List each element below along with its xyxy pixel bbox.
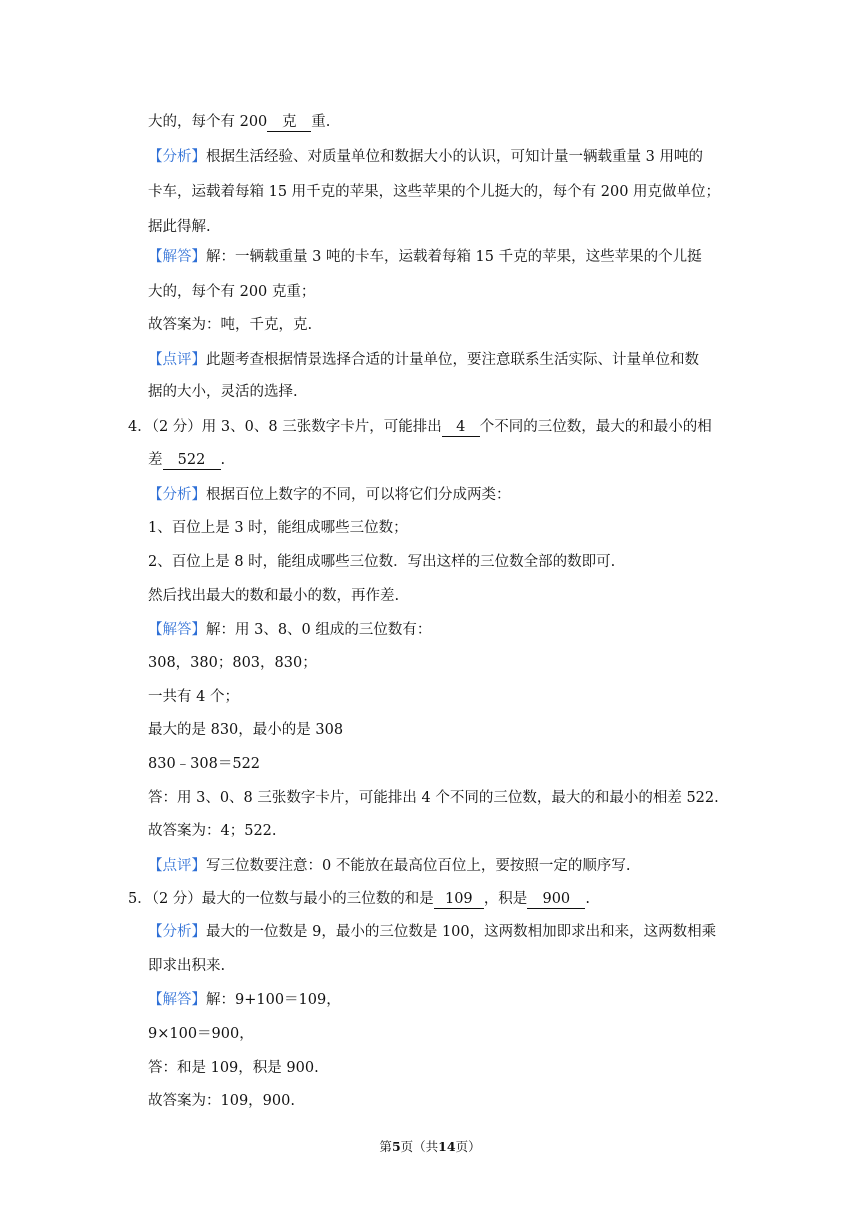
q4-analysis-text-2: 1、百位上是 3 时，能组成哪些三位数； [148, 520, 408, 536]
q3-text: 大的，每个有 200 [148, 114, 268, 130]
q4-stem-text-4: . [220, 452, 226, 468]
q4-stem-text-2: 个不同的三位数，最大的和最小的相 [479, 419, 712, 435]
q4-solution-text-5: 830﹣308＝522 [148, 756, 261, 772]
q4-solution-line-5 [148, 754, 260, 774]
q4-solution-line-6 [148, 788, 719, 808]
page-total: 14 [438, 1139, 456, 1154]
q4-comment-line-1 [148, 856, 630, 876]
q4-solution-text-7: 故答案为：4；522. [148, 823, 277, 839]
q4-solution-line-1 [148, 620, 431, 640]
q4-solution-text-2: 308，380；803，830； [148, 655, 317, 671]
q5-analysis-line-2 [148, 956, 225, 976]
q3-line-1 [148, 112, 330, 132]
q4-analysis-line-4 [148, 586, 399, 606]
q4-stem-line-1 [128, 417, 712, 437]
q5-analysis-text-2: 即求出积来. [148, 958, 226, 974]
q5-solution-text-3: 答：和是 109，积是 900. [148, 1060, 319, 1076]
q5-stem-text: 5．（2 分）最大的一位数与最小的三位数的和是 [128, 891, 434, 907]
q3-analysis-text-1: 根据生活经验、对质量单位和数据大小的认识，可知计量一辆载重量 3 用吨的 [206, 149, 703, 165]
analysis-tag: 【分析】 [148, 487, 206, 503]
q5-solution-line-1 [148, 990, 341, 1010]
q3-comment-line-1 [148, 350, 699, 370]
q3-analysis-line-2 [148, 182, 720, 202]
q4-analysis-text-1: 根据百位上数字的不同，可以将它们分成两类： [206, 487, 511, 503]
q3-analysis-text-2: 卡车，运载着每箱 15 用千克的苹果，这些苹果的个儿挺大的，每个有 200 用克做单位； [148, 184, 721, 200]
q3-solution-line-2 [148, 282, 315, 302]
analysis-tag: 【分析】 [148, 924, 206, 940]
q4-stem-text-3: 差 [148, 452, 163, 468]
q5-solution-line-4 [148, 1091, 295, 1111]
q5-answer-blank-1: 109 [434, 891, 484, 909]
q3-answer-blank: 克 [267, 114, 311, 132]
q4-analysis-line-2 [148, 518, 408, 538]
q4-analysis-text-3: 2、百位上是 8 时，能组成哪些三位数．写出这样的三位数全部的数即可. [148, 554, 616, 570]
footer-prefix: 第 [379, 1139, 392, 1154]
q4-answer-blank-1: 4 [442, 419, 480, 437]
q5-solution-text-4: 故答案为：109，900. [148, 1093, 295, 1109]
q4-solution-text-6: 答：用 3、0、8 三张数字卡片，可能排出 4 个不同的三位数，最大的和最小的相差 522. [148, 790, 719, 806]
solution-tag: 【解答】 [148, 249, 206, 265]
analysis-tag: 【分析】 [148, 149, 206, 165]
q5-solution-text-2: 9×100＝900， [148, 1026, 254, 1042]
q4-solution-text-4: 最大的是 830，最小的是 308 [148, 722, 344, 738]
q5-solution-line-3 [148, 1058, 319, 1078]
q3-analysis-text-3: 据此得解. [148, 219, 211, 235]
q3-solution-text-3: 故答案为：吨，千克，克. [148, 317, 313, 333]
q5-solution-text-1: 解：9+100＝109， [206, 992, 341, 1008]
q4-stem-text: 4．（2 分）用 3、0、8 三张数字卡片，可能排出 [128, 419, 442, 435]
q4-solution-line-2 [148, 653, 317, 673]
q4-answer-blank-2: 522 [163, 452, 221, 470]
solution-tag: 【解答】 [148, 992, 206, 1008]
q5-stem-text-2: ，积是 [483, 891, 528, 907]
q3-analysis-line-1 [148, 147, 703, 167]
q5-analysis-text-1: 最大的一位数是 9，最小的三位数是 100，这两数相加即求出和来，这两数相乘 [206, 924, 717, 940]
q3-comment-text-2: 据的大小，灵活的选择. [148, 384, 298, 400]
q3-analysis-line-3 [148, 217, 211, 237]
q3-text-end: 重. [311, 114, 331, 130]
q3-solution-line-3 [148, 315, 312, 335]
q4-analysis-line-1 [148, 485, 511, 505]
q4-solution-line-3 [148, 687, 239, 707]
comment-tag: 【点评】 [148, 352, 206, 368]
q4-solution-text-3: 一共有 4 个； [148, 689, 239, 705]
q3-solution-line-1 [148, 247, 702, 267]
q5-answer-blank-2: 900 [527, 891, 585, 909]
q3-solution-text-2: 大的，每个有 200 克重； [148, 284, 316, 300]
q4-solution-line-4 [148, 720, 343, 740]
q5-stem-text-3: . [585, 891, 590, 907]
footer-mid: 页（共 [400, 1139, 439, 1154]
q5-stem-line-1 [128, 889, 590, 909]
q4-solution-line-7 [148, 821, 277, 841]
q5-solution-line-2 [148, 1024, 254, 1044]
footer-suffix: 页） [455, 1139, 481, 1154]
q5-analysis-line-1 [148, 922, 716, 942]
q4-stem-line-2 [148, 450, 225, 470]
page-number: 5 [391, 1139, 401, 1154]
solution-tag: 【解答】 [148, 622, 206, 638]
comment-tag: 【点评】 [148, 858, 206, 874]
q3-comment-text-1: 此题考查根据情景选择合适的计量单位，要注意联系生活实际、计量单位和数 [206, 352, 699, 368]
q3-comment-line-2 [148, 382, 298, 402]
q4-comment-text-1: 写三位数要注意：0 不能放在最高位百位上，要按照一定的顺序写. [206, 858, 631, 874]
q4-solution-text-1: 解：用 3、8、0 组成的三位数有： [206, 622, 432, 638]
q4-analysis-text-4: 然后找出最大的数和最小的数，再作差. [148, 588, 400, 604]
q3-solution-text-1: 解：一辆载重量 3 吨的卡车，运载着每箱 15 千克的苹果，这些苹果的个儿挺 [206, 249, 702, 265]
q4-analysis-line-3 [148, 552, 615, 572]
page-footer [0, 1137, 860, 1155]
